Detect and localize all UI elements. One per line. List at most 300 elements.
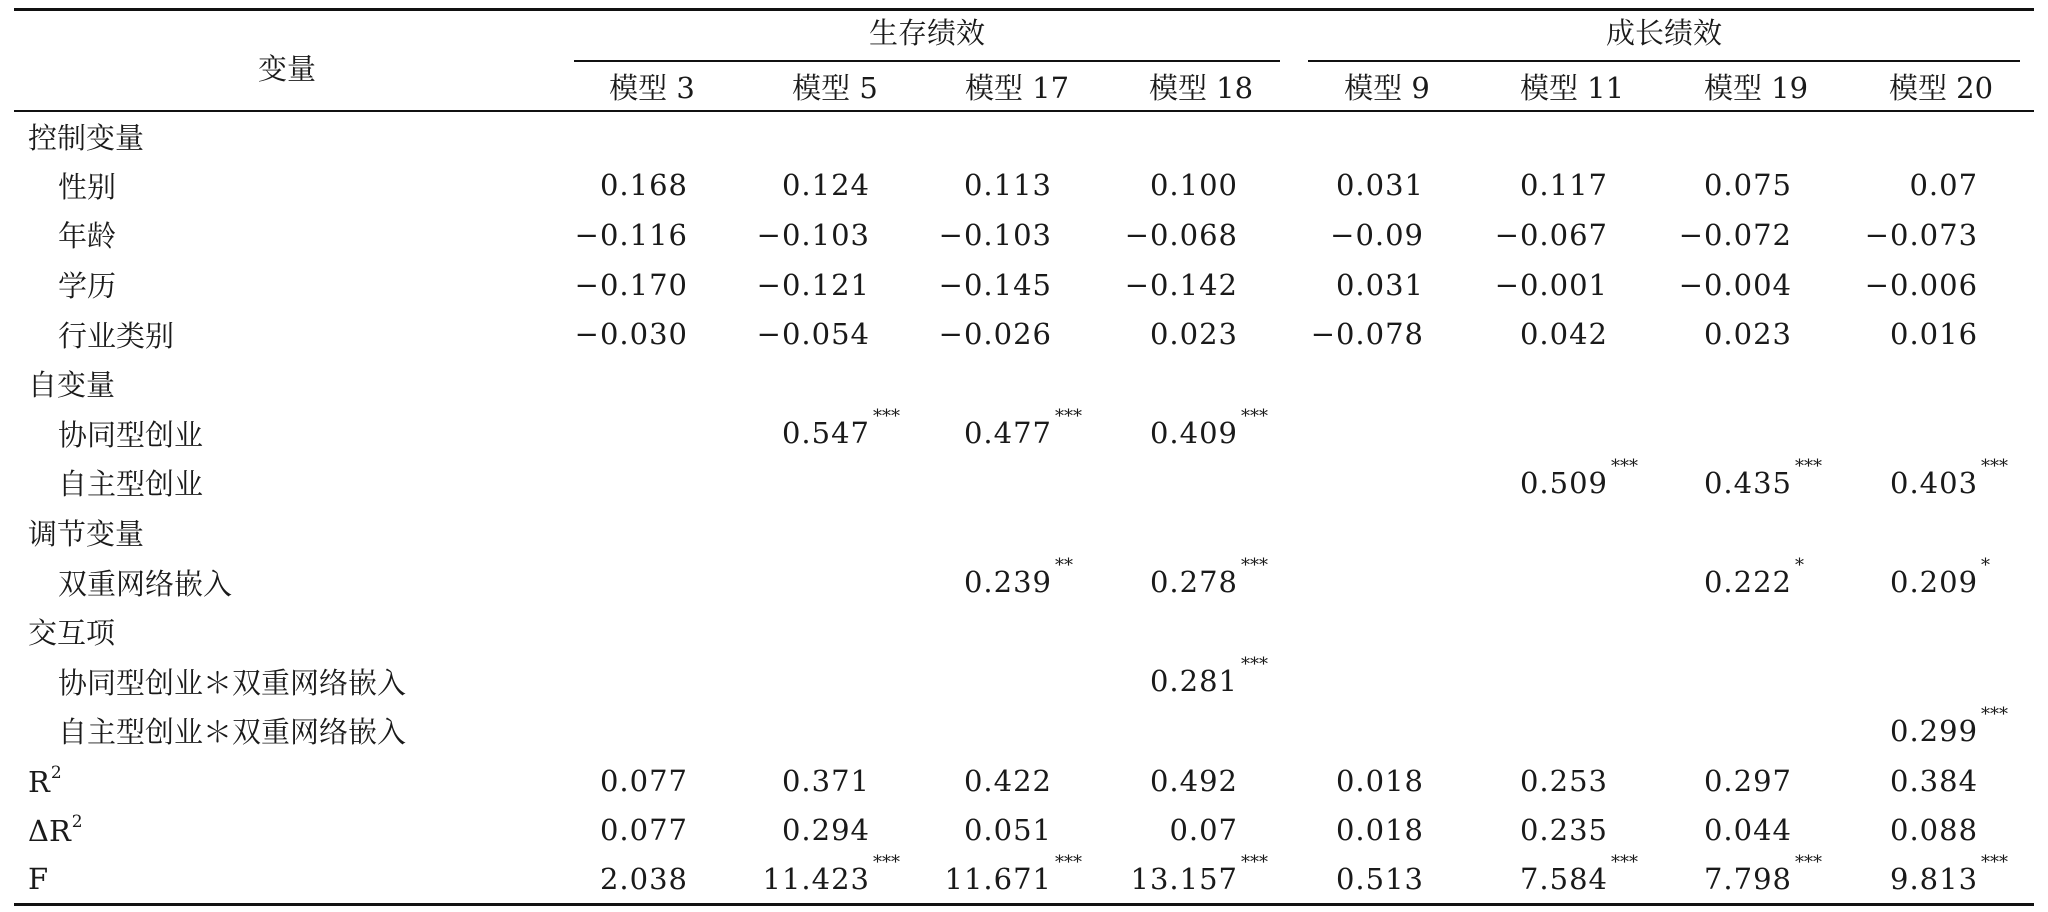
cell-value: −0.170 — [574, 267, 688, 302]
row-label-text: R — [28, 764, 50, 799]
cell-value: 0.031 — [1335, 168, 1425, 203]
significance-stars: *** — [1981, 703, 2009, 725]
table-cell — [926, 260, 1108, 310]
table-cell — [1664, 210, 1848, 260]
cell-value: 0.016 — [1890, 317, 1979, 352]
table-cell — [926, 851, 1108, 905]
table-cell — [1664, 657, 1848, 707]
table-row — [14, 260, 2034, 310]
cell-value: 0.042 — [1519, 317, 1609, 352]
row-label-text: 学历 — [58, 269, 117, 304]
table-cell — [744, 406, 926, 459]
cell-value: 0.075 — [1703, 168, 1793, 203]
table-cell — [926, 210, 1108, 260]
table-cell — [926, 607, 1108, 657]
cell-value: 0.371 — [781, 763, 870, 798]
cell-value-wrap — [1495, 268, 1608, 302]
row-section-label — [14, 855, 560, 905]
cell-value-wrap — [782, 168, 870, 202]
table-cell — [1480, 657, 1664, 707]
cell-value-wrap — [1336, 862, 1424, 896]
table-cell — [560, 855, 744, 905]
significance-stars: *** — [1241, 851, 1269, 873]
table-cell — [1664, 309, 1848, 359]
cell-value: 9.813 — [1890, 861, 1979, 896]
table-cell — [560, 111, 744, 161]
table-cell — [560, 409, 744, 459]
table-cell — [1664, 557, 1848, 607]
row-label-text: 协同型创业 — [58, 417, 204, 452]
cell-value: −0.030 — [574, 317, 688, 352]
cell-value-wrap — [1336, 168, 1424, 202]
table-cell — [926, 161, 1108, 211]
row-label-text: 行业类别 — [58, 318, 175, 353]
cell-value-wrap — [1703, 851, 1823, 896]
table-cell — [560, 359, 744, 409]
cell-value: −0.073 — [1864, 217, 1979, 252]
table-cell — [1294, 409, 1480, 459]
model-header: 模型 18 — [1148, 70, 1254, 105]
significance-stars: * — [1795, 555, 1805, 577]
cell-value-wrap — [1495, 218, 1608, 252]
table-cell — [926, 508, 1108, 558]
table-cell — [744, 161, 926, 211]
cell-value-wrap — [1336, 764, 1424, 798]
cell-value-wrap — [1890, 317, 1978, 351]
cell-value: 0.222 — [1703, 565, 1793, 600]
table-cell — [1108, 406, 1294, 459]
table-cell — [1664, 607, 1848, 657]
table-cell — [1108, 458, 1294, 508]
table-cell — [926, 111, 1108, 161]
cell-value: −0.006 — [1864, 267, 1979, 302]
model-header: 模型 17 — [964, 70, 1070, 105]
table-cell — [1848, 359, 2034, 409]
table-cell — [926, 557, 1108, 607]
cell-value: 0.509 — [1519, 465, 1609, 500]
cell-value-wrap — [575, 317, 688, 351]
table-row — [14, 657, 2034, 707]
table-cell — [560, 557, 744, 607]
table-cell — [1108, 508, 1294, 558]
table-row — [14, 210, 2034, 260]
cell-value: 0.253 — [1519, 763, 1609, 798]
model-header: 模型 3 — [609, 70, 695, 105]
cell-value-wrap — [939, 218, 1052, 252]
cell-value-wrap — [1149, 555, 1269, 600]
table-cell — [1108, 851, 1294, 905]
table-cell — [1480, 359, 1664, 409]
cell-value: 0.294 — [781, 813, 870, 848]
significance-stars: *** — [1241, 406, 1269, 428]
table-cell — [1294, 309, 1480, 359]
cell-value-wrap — [1704, 764, 1792, 798]
significance-stars: *** — [1981, 455, 2009, 477]
cell-value-wrap — [1519, 851, 1639, 896]
cell-value: 0.023 — [1703, 317, 1793, 352]
cell-value-wrap — [600, 764, 688, 798]
table-cell — [1664, 359, 1848, 409]
significance-stars: *** — [1611, 455, 1639, 477]
cell-value-wrap — [1679, 268, 1792, 302]
group-header-growth — [1294, 10, 2034, 63]
cell-value-wrap — [1703, 555, 1805, 600]
table-cell — [744, 706, 926, 756]
table-cell — [1848, 210, 2034, 260]
cell-value-wrap — [1336, 268, 1424, 302]
table-cell — [744, 309, 926, 359]
table-cell — [1664, 455, 1848, 508]
cell-value: 7.798 — [1703, 861, 1793, 896]
row-label-text: 自变量 — [28, 368, 116, 403]
table-cell — [1294, 260, 1480, 310]
significance-stars: *** — [1055, 851, 1082, 873]
table-cell — [744, 458, 926, 508]
cell-value: −0.103 — [938, 217, 1052, 252]
table-cell — [560, 706, 744, 756]
table-cell — [1664, 805, 1848, 855]
cell-value-wrap — [1909, 168, 1978, 202]
row-section-label — [14, 607, 560, 657]
cell-value: −0.145 — [938, 267, 1052, 302]
table-cell — [1294, 508, 1480, 558]
table-cell — [744, 508, 926, 558]
table-cell — [560, 607, 744, 657]
table-cell — [744, 557, 926, 607]
table-cell — [744, 851, 926, 905]
table-cell — [926, 805, 1108, 855]
table-cell — [1294, 805, 1480, 855]
model-header: 模型 5 — [792, 70, 878, 105]
table-cell — [1664, 111, 1848, 161]
cell-value-wrap — [575, 218, 688, 252]
table-cell — [1294, 855, 1480, 905]
cell-value: 0.023 — [1149, 317, 1239, 352]
table-cell — [1664, 409, 1848, 459]
table-cell — [1848, 805, 2034, 855]
row-label-superscript: 2 — [50, 762, 62, 783]
table-cell — [1294, 557, 1480, 607]
cell-value: 0.513 — [1335, 861, 1425, 896]
cell-value: 0.409 — [1149, 416, 1239, 451]
table-cell — [744, 111, 926, 161]
table-cell — [926, 406, 1108, 459]
row-label-text: 控制变量 — [28, 120, 145, 155]
cell-value-wrap — [1150, 764, 1238, 798]
table-cell — [926, 359, 1108, 409]
table-cell — [1108, 607, 1294, 657]
table-row — [14, 409, 2034, 459]
cell-value: 0.07 — [1909, 168, 1979, 203]
table-row — [14, 458, 2034, 508]
cell-value-wrap — [1520, 764, 1608, 798]
row-label — [14, 557, 560, 607]
cell-value-wrap — [1704, 813, 1792, 847]
row-label-text: 双重网络嵌入 — [58, 566, 233, 601]
row-section-label — [14, 756, 560, 806]
model-header: 模型 11 — [1519, 70, 1625, 105]
table-row — [14, 557, 2034, 607]
regression-table-container — [14, 8, 2034, 906]
cell-value: −0.072 — [1678, 217, 1793, 252]
cell-value: 0.299 — [1890, 713, 1979, 748]
cell-value-wrap — [964, 764, 1052, 798]
cell-value: 0.422 — [963, 763, 1052, 798]
cell-value: 0.403 — [1890, 465, 1979, 500]
cell-value: −0.142 — [1124, 267, 1239, 302]
cell-value-wrap — [1890, 813, 1978, 847]
cell-value-wrap — [963, 406, 1082, 451]
cell-value-wrap — [1169, 813, 1238, 847]
cell-value-wrap — [1150, 317, 1238, 351]
table-cell — [744, 210, 926, 260]
significance-stars: * — [1981, 555, 1991, 577]
cell-value-wrap — [1704, 317, 1792, 351]
row-label — [14, 161, 560, 211]
row-label-text: ΔR — [28, 814, 71, 849]
row-label — [14, 657, 560, 707]
row-label — [14, 458, 560, 508]
table-cell — [1848, 557, 2034, 607]
row-label — [14, 210, 560, 260]
table-cell — [1848, 508, 2034, 558]
cell-value: −0.078 — [1310, 317, 1425, 352]
cell-value: 0.031 — [1335, 267, 1425, 302]
table-cell — [1848, 260, 2034, 310]
significance-stars: ** — [1055, 555, 1073, 577]
table-cell — [1294, 706, 1480, 756]
row-label — [14, 309, 560, 359]
row-label — [14, 260, 560, 310]
cell-value-wrap — [1519, 455, 1639, 500]
cell-value: 0.168 — [599, 168, 688, 203]
table-cell — [744, 657, 926, 707]
variable-column-header: 变量 — [14, 10, 560, 112]
cell-value-wrap — [1150, 168, 1238, 202]
table-cell — [560, 210, 744, 260]
cell-value: 11.423 — [762, 861, 870, 896]
cell-value-wrap — [1311, 317, 1424, 351]
cell-value: 0.239 — [963, 565, 1052, 600]
regression-table — [14, 8, 2034, 906]
table-cell — [1480, 706, 1664, 756]
table-cell — [1480, 309, 1664, 359]
table-cell — [744, 607, 926, 657]
row-label-text: 性别 — [58, 169, 117, 204]
cell-value: 0.117 — [1519, 168, 1609, 203]
significance-stars: *** — [1795, 455, 1823, 477]
table-header — [14, 10, 2034, 112]
table-cell — [1108, 557, 1294, 607]
cell-value-wrap — [762, 851, 900, 896]
cell-value: 0.018 — [1335, 813, 1425, 848]
table-row — [14, 508, 2034, 558]
row-label-text: 调节变量 — [28, 517, 145, 552]
cell-value-wrap — [1130, 851, 1269, 896]
cell-value-wrap — [600, 168, 688, 202]
table-cell — [1108, 111, 1294, 161]
cell-value-wrap — [1890, 703, 2009, 748]
significance-stars: *** — [1795, 851, 1823, 873]
table-cell — [560, 260, 744, 310]
row-label-text: 自主型创业＊双重网络嵌入 — [58, 715, 407, 750]
table-row — [14, 161, 2034, 211]
table-row — [14, 756, 2034, 806]
cell-value: 0.297 — [1703, 763, 1793, 798]
table-cell — [1108, 161, 1294, 211]
cell-value-wrap — [600, 862, 688, 896]
cell-value: −0.103 — [756, 217, 870, 252]
cell-value: −0.004 — [1678, 267, 1793, 302]
group-header-survival-label: 生存绩效 — [574, 11, 1280, 62]
cell-value-wrap — [1149, 406, 1269, 451]
row-section-label — [14, 111, 560, 161]
table-cell — [1848, 657, 2034, 707]
table-cell — [1480, 607, 1664, 657]
cell-value: −0.001 — [1494, 267, 1609, 302]
significance-stars: *** — [873, 851, 900, 873]
cell-value-wrap — [757, 268, 870, 302]
cell-value-wrap — [1520, 168, 1608, 202]
row-label — [14, 409, 560, 459]
cell-value: 0.124 — [781, 168, 870, 203]
table-cell — [1108, 706, 1294, 756]
table-cell — [1848, 161, 2034, 211]
table-cell — [560, 756, 744, 806]
cell-value-wrap — [1890, 455, 2009, 500]
cell-value: 0.088 — [1890, 813, 1979, 848]
cell-value-wrap — [1865, 218, 1978, 252]
significance-stars: *** — [1241, 555, 1269, 577]
row-section-label — [14, 805, 560, 855]
table-cell — [744, 805, 926, 855]
table-cell — [1108, 210, 1294, 260]
cell-value-wrap — [782, 764, 870, 798]
cell-value: 11.671 — [944, 861, 1052, 896]
table-cell — [560, 309, 744, 359]
table-row — [14, 805, 2034, 855]
table-cell — [1664, 756, 1848, 806]
table-row — [14, 706, 2034, 756]
table-cell — [1108, 805, 1294, 855]
model-header: 模型 9 — [1344, 70, 1430, 105]
cell-value-wrap — [1865, 268, 1978, 302]
cell-value: 0.051 — [963, 813, 1052, 848]
cell-value: 0.018 — [1335, 763, 1425, 798]
cell-value: 0.384 — [1890, 763, 1979, 798]
cell-value: 0.547 — [781, 416, 870, 451]
group-header-row — [14, 10, 2034, 63]
cell-value-wrap — [600, 813, 688, 847]
significance-stars: *** — [1611, 851, 1639, 873]
row-section-label — [14, 359, 560, 409]
cell-value: −0.067 — [1494, 217, 1609, 252]
cell-value: 0.281 — [1149, 664, 1239, 699]
cell-value: 0.077 — [599, 763, 688, 798]
cell-value-wrap — [1330, 218, 1424, 252]
table-cell — [560, 458, 744, 508]
table-body — [14, 111, 2034, 905]
cell-value-wrap — [964, 168, 1052, 202]
cell-value: 2.038 — [599, 861, 688, 896]
table-cell — [1848, 409, 2034, 459]
table-cell — [744, 359, 926, 409]
table-cell — [560, 508, 744, 558]
row-label-text: 自主型创业 — [58, 467, 204, 502]
cell-value-wrap — [757, 317, 870, 351]
row-label-text: F — [28, 861, 49, 896]
table-cell — [1848, 607, 2034, 657]
cell-value: −0.026 — [938, 317, 1052, 352]
table-cell — [926, 309, 1108, 359]
table-cell — [1480, 851, 1664, 905]
significance-stars: *** — [1241, 654, 1269, 676]
cell-value-wrap — [781, 406, 900, 451]
model-header: 模型 19 — [1703, 70, 1809, 105]
table-cell — [926, 706, 1108, 756]
table-cell — [1108, 654, 1294, 707]
table-cell — [560, 161, 744, 211]
row-label-text: 协同型创业＊双重网络嵌入 — [58, 665, 407, 700]
row-label-superscript: 2 — [71, 812, 83, 833]
table-row — [14, 359, 2034, 409]
cell-value-wrap — [944, 851, 1082, 896]
table-cell — [1664, 260, 1848, 310]
table-cell — [1480, 756, 1664, 806]
table-cell — [1848, 455, 2034, 508]
table-cell — [1108, 359, 1294, 409]
cell-value-wrap — [1125, 218, 1238, 252]
table-cell — [560, 657, 744, 707]
significance-stars: *** — [1055, 406, 1082, 428]
table-cell — [1480, 210, 1664, 260]
table-cell — [926, 756, 1108, 806]
cell-value: 0.278 — [1149, 565, 1239, 600]
significance-stars: *** — [1981, 851, 2009, 873]
cell-value: 0.077 — [599, 813, 688, 848]
table-row — [14, 607, 2034, 657]
table-cell — [1480, 409, 1664, 459]
cell-value: 0.113 — [963, 168, 1052, 203]
table-cell — [1108, 260, 1294, 310]
cell-value-wrap — [1703, 455, 1823, 500]
row-label — [14, 706, 560, 756]
cell-value-wrap — [782, 813, 870, 847]
table-cell — [1848, 111, 2034, 161]
row-label-text: 交互项 — [28, 616, 116, 651]
table-cell — [1480, 260, 1664, 310]
cell-value-wrap — [757, 218, 870, 252]
table-cell — [1294, 607, 1480, 657]
cell-value: 0.435 — [1703, 465, 1793, 500]
table-cell — [926, 657, 1108, 707]
cell-value: 0.235 — [1519, 813, 1609, 848]
cell-value: −0.068 — [1124, 217, 1239, 252]
cell-value-wrap — [964, 813, 1052, 847]
table-row — [14, 855, 2034, 905]
table-cell — [1480, 111, 1664, 161]
cell-value: 0.100 — [1149, 168, 1239, 203]
table-cell — [1480, 455, 1664, 508]
cell-value: 7.584 — [1519, 861, 1609, 896]
cell-value-wrap — [939, 317, 1052, 351]
table-row — [14, 309, 2034, 359]
cell-value: 0.209 — [1890, 565, 1979, 600]
group-header-growth-label: 成长绩效 — [1308, 11, 2020, 62]
cell-value-wrap — [1520, 813, 1608, 847]
cell-value: 0.492 — [1149, 763, 1239, 798]
table-row — [14, 111, 2034, 161]
